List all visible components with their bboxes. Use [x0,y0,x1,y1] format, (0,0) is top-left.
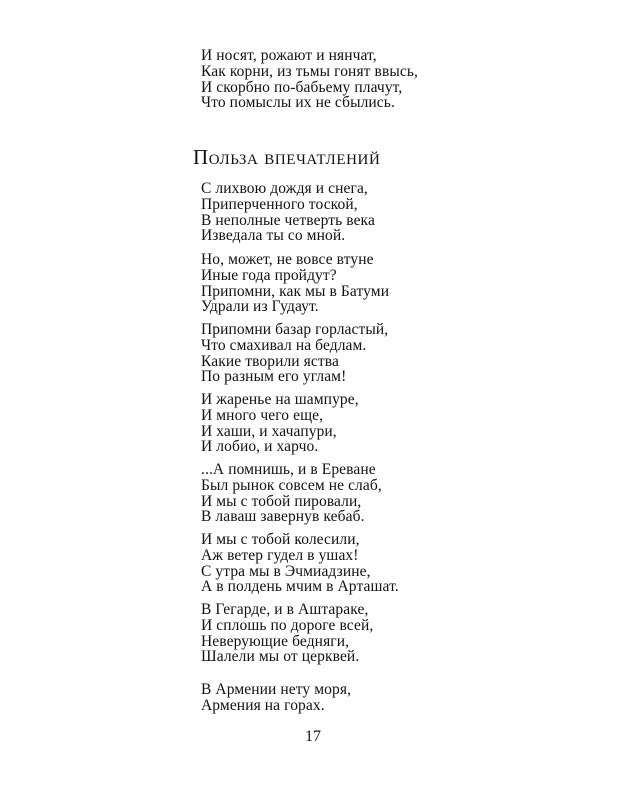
poem-line: Припомни базар горластый, [201,321,389,338]
intro-line: Как корни, из тьмы гонят ввысь, [201,62,419,80]
poem-line: И мы с тобой пировали, [201,492,362,510]
poem-line: ...А помнишь, и в Ереване [201,461,376,478]
stanza [201,462,601,525]
poem-line: В лаваш завернув кебаб. [201,508,365,526]
poem-line: А в полдень мчим в Арташат. [201,578,399,596]
intro-line: Что помыслы их не сбылись. [201,94,395,112]
poem-line: Иные года пройдут? [201,266,337,284]
poem-line: Припомни, как мы в Батуми [201,282,390,300]
page-number: 17 [305,728,321,745]
poem-line: С утра мы в Эчмиадзине, [201,562,371,580]
poem-line: В Гегарде, и в Аштараке, [201,601,369,618]
poem-line: И лобио, и харчо. [201,438,319,456]
poem-line: Что смахивал на бедлам. [201,336,367,354]
poem-line: И много чего еще, [201,406,324,424]
stanza [201,322,601,385]
poem-line: С лихвою дождя и снега, [201,180,368,197]
poem-line: Изведала ты со мной. [201,227,346,245]
poem-line: Шалели мы от церквей. [201,648,360,666]
poem-line: Неверующие бедняги, [201,632,350,650]
stanza [201,532,601,595]
poem-line: В неполные четверть века [201,211,375,229]
poem-line: И сплошь по дороге всей, [201,616,374,634]
poem-line: И мы с тобой колесили, [201,531,360,548]
poem-line: В Армении нету моря, [201,681,352,698]
intro-line: И носят, рожают и нянчат, [201,47,377,64]
stanza [201,181,601,244]
poem-line: Аж ветер гудел в ушах! [201,546,359,564]
intro-stanza [201,48,601,111]
poem-line: По разным его углам! [201,368,347,386]
poem-line: И хаши, и хачапури, [201,422,337,440]
stanza [201,252,601,315]
poem-title: Польза впечатлений [193,145,381,169]
stanza [201,392,601,455]
poem-line: Был рынок совсем не слаб, [201,476,382,494]
poem-line: И жаренье на шампуре, [201,391,359,408]
intro-line: И скорбно по-бабьему плачут, [201,78,403,96]
poem-line: Удрали из Гудаут. [201,298,319,316]
stanza [201,682,601,714]
poem-line: Армения на горах. [201,696,325,714]
stanza [201,602,601,665]
poem-line: Но, может, не вовсе втуне [201,251,374,268]
poem-line: Какие творили яства [201,352,339,370]
poem-line: Приперченного тоской, [201,195,358,213]
